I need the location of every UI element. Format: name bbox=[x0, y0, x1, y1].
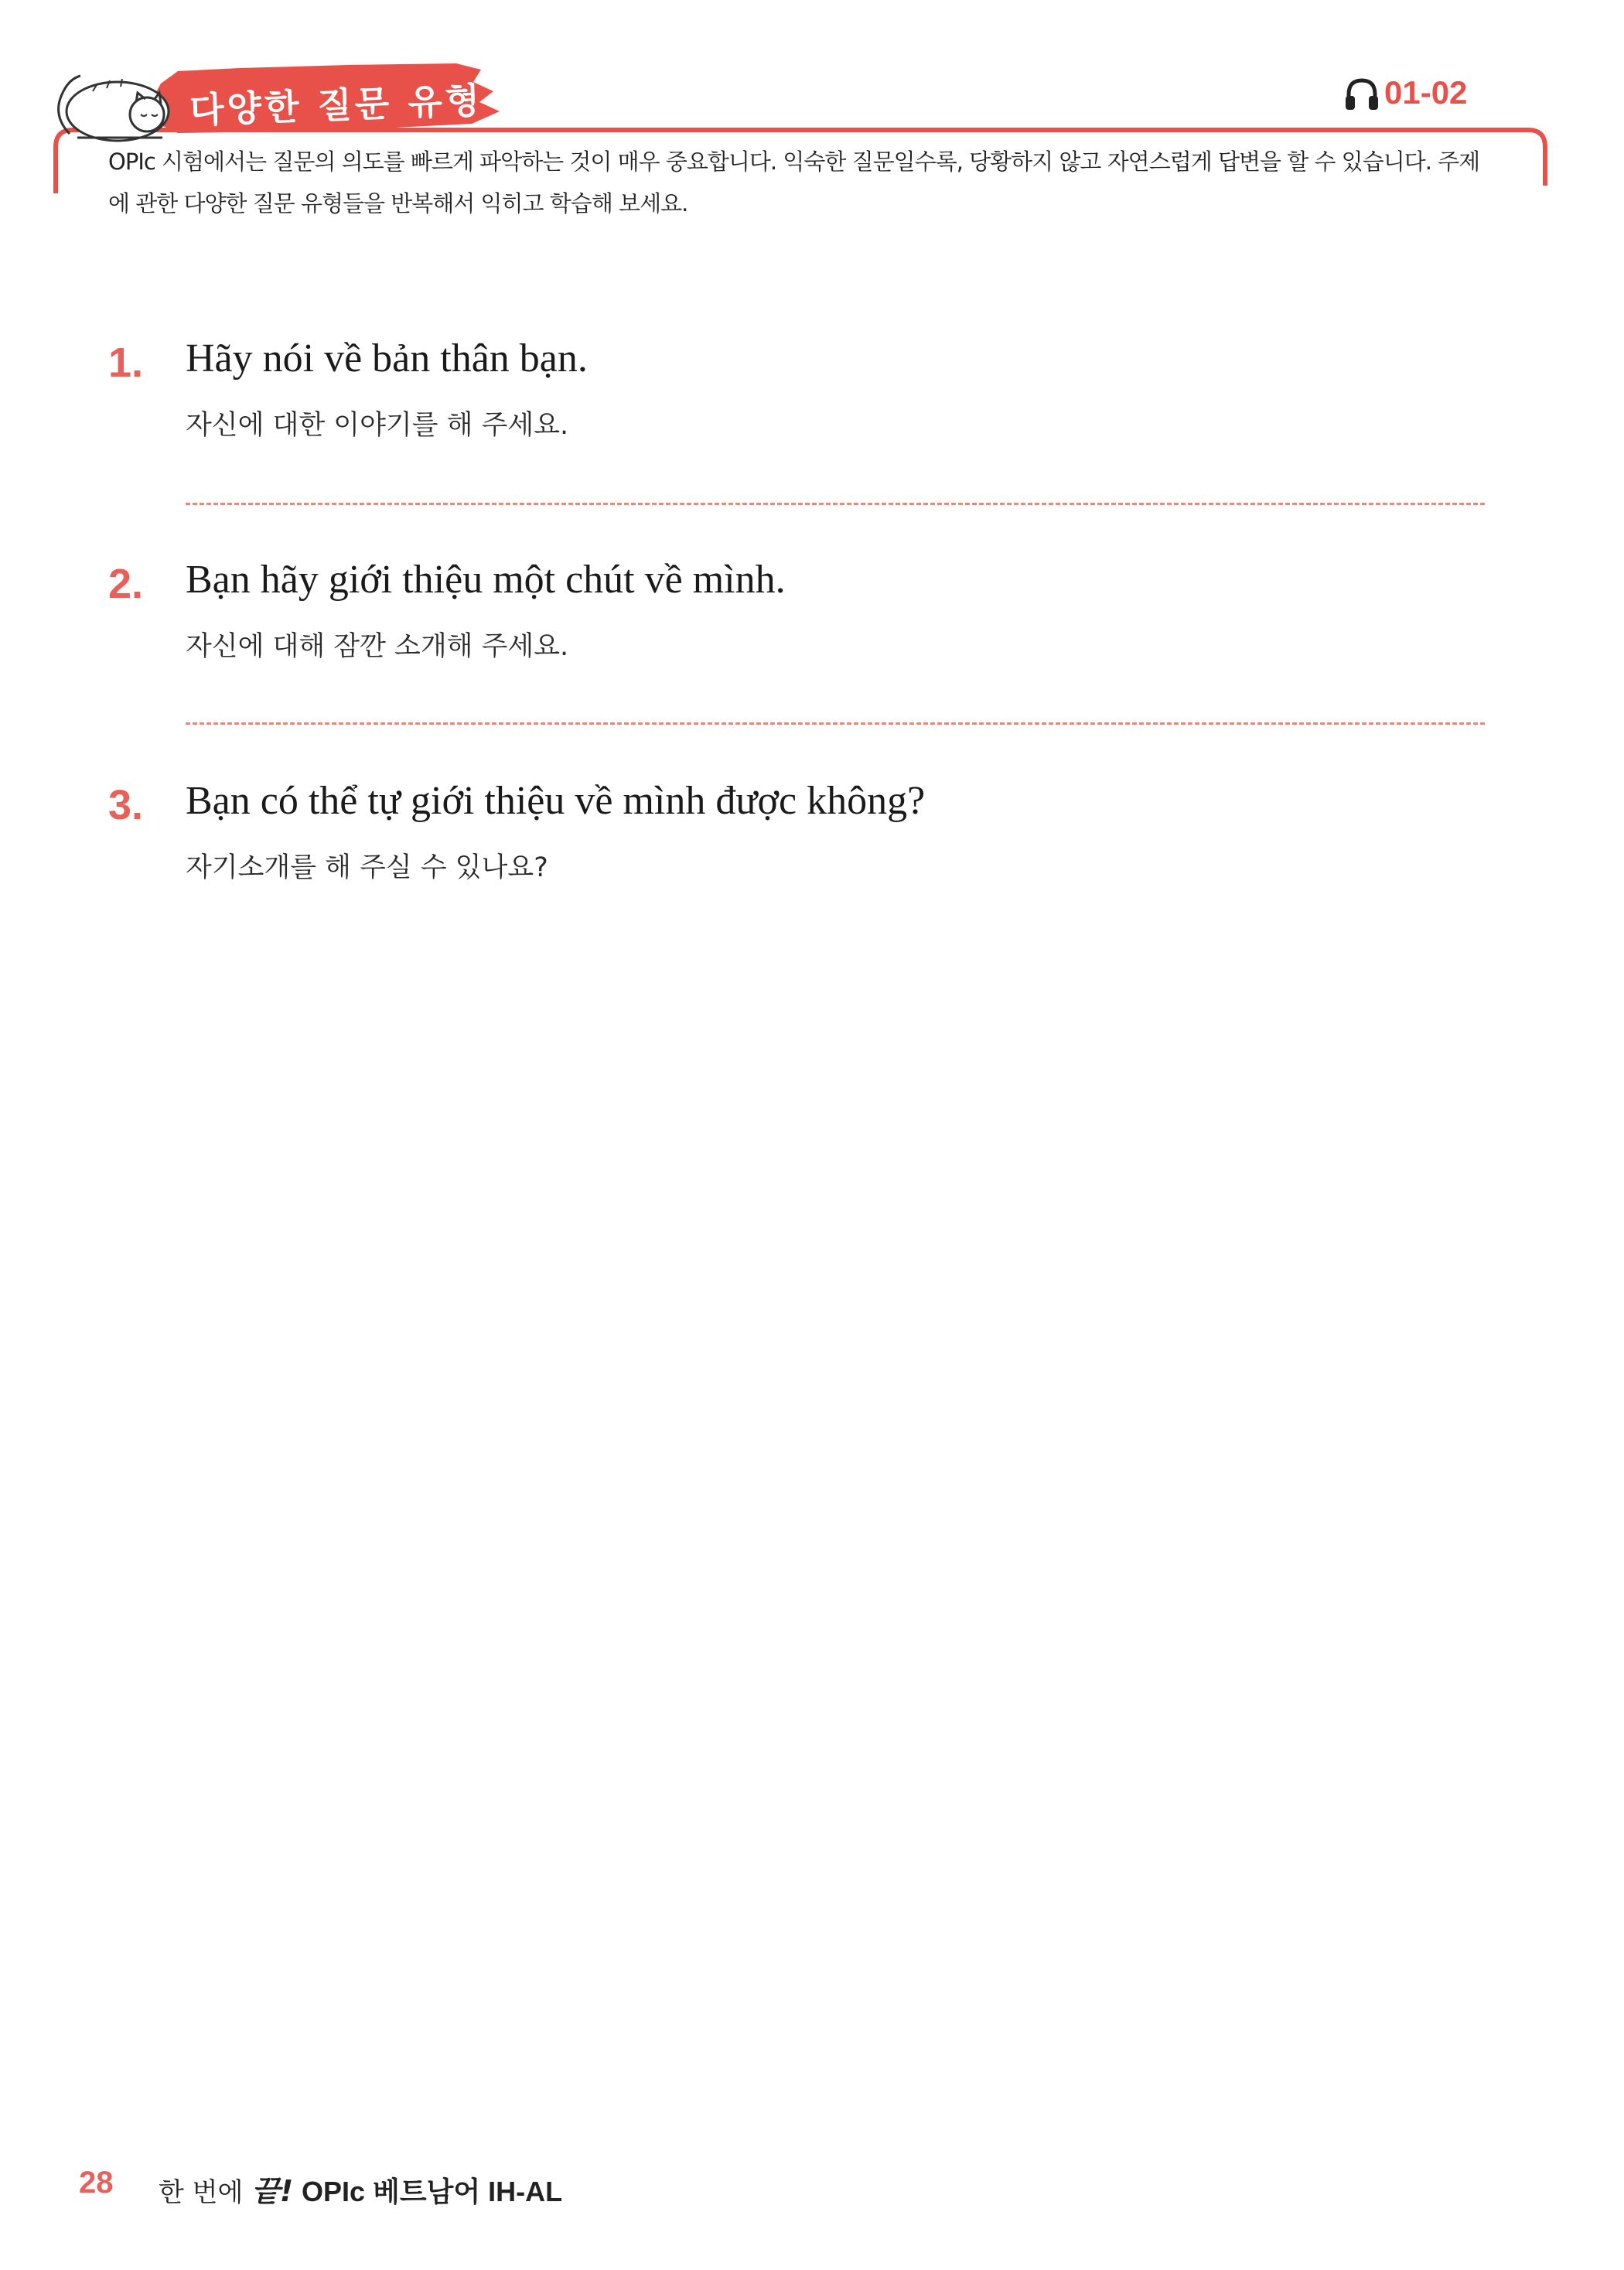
question-korean: 자신에 대해 잠깐 소개해 주세요. bbox=[186, 631, 569, 662]
book-title-suffix: OPIc 베트남어 IH-AL bbox=[302, 2176, 563, 2207]
question-korean: 자신에 대한 이야기를 해 주세요. bbox=[186, 410, 569, 441]
cat-icon bbox=[46, 60, 178, 145]
section-header bbox=[0, 0, 1624, 232]
section-title: 다양한 질문 유형 bbox=[189, 79, 484, 131]
dashed-divider bbox=[186, 503, 1485, 505]
book-title bbox=[159, 2167, 562, 2210]
question-number: 2. bbox=[108, 561, 144, 607]
page-number: 28 bbox=[79, 2166, 114, 2200]
question-korean: 자기소개를 해 주실 수 있나요? bbox=[186, 852, 548, 883]
question-number: 1. bbox=[108, 340, 144, 386]
book-title-prefix: 한 번에 bbox=[159, 2177, 244, 2208]
question-vietnamese: Bạn hãy giới thiệu một chút về mình. bbox=[186, 558, 786, 602]
dashed-divider bbox=[186, 722, 1485, 725]
headphone-icon[interactable] bbox=[1344, 77, 1380, 111]
book-title-emphasis: 끝! bbox=[251, 2174, 294, 2208]
question-vietnamese: Hãy nói về bản thân bạn. bbox=[186, 336, 588, 381]
intro-text: OPIc 시험에서는 질문의 의도를 빠르게 파악하는 것이 매우 중요합니다. 익숙한 질문일수록, 당황하지 않고 자연스럽게 답변을 할 수 있습니다. 주제에 관한 다양한 질문 유형들을 반복해서 익히고 학습해 보세요. bbox=[108, 148, 1480, 217]
question-vietnamese: Bạn có thể tự giới thiệu về mình được không? bbox=[186, 779, 926, 823]
audio-track-label[interactable]: 01-02 bbox=[1384, 74, 1468, 111]
question-number: 3. bbox=[108, 782, 144, 828]
